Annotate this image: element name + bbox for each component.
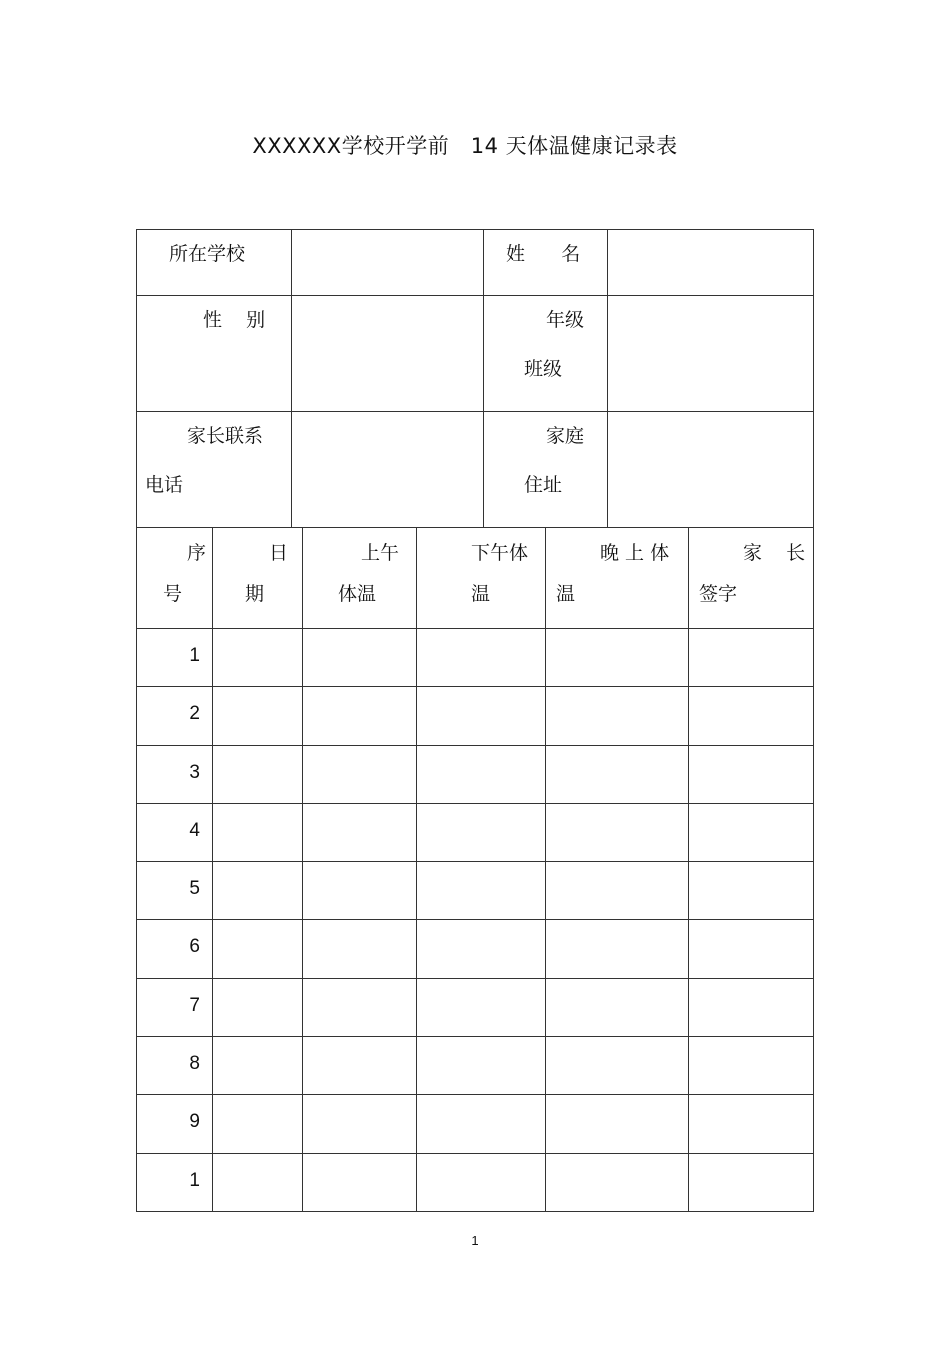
row-seq: 7 [189, 994, 200, 1016]
seq-cell [137, 803, 213, 861]
phone-label-cell [137, 412, 292, 528]
afternoon-cell[interactable] [417, 920, 546, 978]
grade-label-line1: 年级 [546, 309, 585, 331]
table-row [137, 1153, 814, 1211]
signature-cell[interactable] [689, 1095, 814, 1153]
row-seq: 4 [189, 819, 200, 841]
row-seq: 9 [189, 1111, 200, 1133]
evening-cell[interactable] [546, 629, 689, 687]
date-cell[interactable] [213, 803, 303, 861]
seq-cell [137, 629, 213, 687]
afternoon-cell[interactable] [417, 862, 546, 920]
temperature-log-table [136, 527, 814, 1212]
afternoon-header-line2: 温 [471, 583, 491, 605]
student-info-table [136, 229, 814, 528]
afternoon-cell[interactable] [417, 629, 546, 687]
afternoon-cell[interactable] [417, 803, 546, 861]
gender-field[interactable] [292, 296, 484, 412]
morning-cell[interactable] [303, 1153, 417, 1211]
morning-header [303, 528, 417, 629]
row-seq: 3 [189, 761, 200, 783]
evening-cell[interactable] [546, 920, 689, 978]
signature-cell[interactable] [689, 978, 814, 1036]
school-field[interactable] [292, 230, 484, 296]
evening-cell[interactable] [546, 1037, 689, 1095]
table-row [137, 862, 814, 920]
grade-label-line2: 班级 [524, 358, 563, 380]
date-header-line2: 期 [245, 583, 265, 605]
evening-cell[interactable] [546, 978, 689, 1036]
signature-cell[interactable] [689, 920, 814, 978]
gender-label: 性 别 [203, 309, 266, 331]
evening-header-line1: 晚 上 体 [600, 542, 670, 564]
seq-cell [137, 978, 213, 1036]
morning-cell[interactable] [303, 687, 417, 745]
evening-header [546, 528, 689, 629]
seq-header-line2: 号 [163, 583, 183, 605]
school-label-cell [137, 230, 292, 296]
signature-header-line2: 签字 [699, 583, 738, 605]
address-label-line2: 住址 [524, 474, 563, 496]
morning-header-line1: 上午 [361, 542, 400, 564]
phone-label-line2: 电话 [145, 474, 184, 496]
signature-header-line1: 家 长 [743, 542, 806, 564]
signature-cell[interactable] [689, 687, 814, 745]
name-field[interactable] [608, 230, 814, 296]
morning-cell[interactable] [303, 803, 417, 861]
seq-header [137, 528, 213, 629]
phone-label-line1: 家长联系 [187, 425, 264, 447]
date-cell[interactable] [213, 1037, 303, 1095]
address-field[interactable] [608, 412, 814, 528]
morning-cell[interactable] [303, 1037, 417, 1095]
signature-cell[interactable] [689, 1153, 814, 1211]
evening-cell[interactable] [546, 862, 689, 920]
table-row [137, 687, 814, 745]
afternoon-cell[interactable] [417, 1153, 546, 1211]
afternoon-cell[interactable] [417, 745, 546, 803]
evening-cell[interactable] [546, 745, 689, 803]
row-seq: 8 [189, 1053, 200, 1075]
school-label: 所在学校 [169, 243, 246, 265]
signature-cell[interactable] [689, 1037, 814, 1095]
evening-cell[interactable] [546, 803, 689, 861]
table-row [137, 920, 814, 978]
date-cell[interactable] [213, 687, 303, 745]
date-cell[interactable] [213, 978, 303, 1036]
seq-cell [137, 687, 213, 745]
evening-header-line2: 温 [556, 583, 576, 605]
date-cell[interactable] [213, 862, 303, 920]
date-cell[interactable] [213, 745, 303, 803]
signature-cell[interactable] [689, 629, 814, 687]
grade-label-cell [484, 296, 608, 412]
seq-header-line1: 序 [187, 542, 207, 564]
name-label-cell [484, 230, 608, 296]
morning-cell[interactable] [303, 745, 417, 803]
date-header-line1: 日 [269, 542, 289, 564]
row-seq: 2 [189, 703, 200, 725]
date-cell[interactable] [213, 1095, 303, 1153]
seq-cell [137, 862, 213, 920]
address-label-cell [484, 412, 608, 528]
afternoon-cell[interactable] [417, 687, 546, 745]
date-cell[interactable] [213, 1153, 303, 1211]
signature-cell[interactable] [689, 803, 814, 861]
afternoon-cell[interactable] [417, 1095, 546, 1153]
date-cell[interactable] [213, 629, 303, 687]
morning-cell[interactable] [303, 920, 417, 978]
afternoon-header-line1: 下午体 [471, 542, 529, 564]
row-seq: 1 [189, 1169, 200, 1191]
morning-cell[interactable] [303, 1095, 417, 1153]
signature-cell[interactable] [689, 862, 814, 920]
morning-header-line2: 体温 [338, 583, 377, 605]
table-row [137, 1095, 814, 1153]
row-seq: 5 [189, 878, 200, 900]
log-header-row [137, 528, 814, 629]
seq-cell [137, 1095, 213, 1153]
evening-cell[interactable] [546, 687, 689, 745]
table-row [137, 978, 814, 1036]
signature-header [689, 528, 814, 629]
evening-cell[interactable] [546, 1095, 689, 1153]
row-seq: 6 [189, 936, 200, 958]
row-seq: 1 [189, 645, 200, 666]
document-title: XXXXXX学校开学前 14 天体温健康记录表 [252, 134, 678, 158]
table-row [137, 1037, 814, 1095]
table-row [137, 745, 814, 803]
phone-field[interactable] [292, 412, 484, 528]
table-row [137, 803, 814, 861]
seq-cell [137, 1153, 213, 1211]
evening-cell[interactable] [546, 1153, 689, 1211]
afternoon-cell[interactable] [417, 978, 546, 1036]
afternoon-cell[interactable] [417, 1037, 546, 1095]
address-label-line1: 家庭 [546, 425, 585, 447]
afternoon-header [417, 528, 546, 629]
page-number: 1 [471, 1233, 479, 1248]
table-row [137, 629, 814, 687]
gender-label-cell [137, 296, 292, 412]
seq-cell [137, 745, 213, 803]
date-cell[interactable] [213, 920, 303, 978]
grade-field[interactable] [608, 296, 814, 412]
morning-cell[interactable] [303, 978, 417, 1036]
morning-cell[interactable] [303, 629, 417, 687]
seq-cell [137, 1037, 213, 1095]
seq-cell [137, 920, 213, 978]
signature-cell[interactable] [689, 745, 814, 803]
date-header [213, 528, 303, 629]
morning-cell[interactable] [303, 862, 417, 920]
name-label: 姓 名 [506, 243, 581, 265]
